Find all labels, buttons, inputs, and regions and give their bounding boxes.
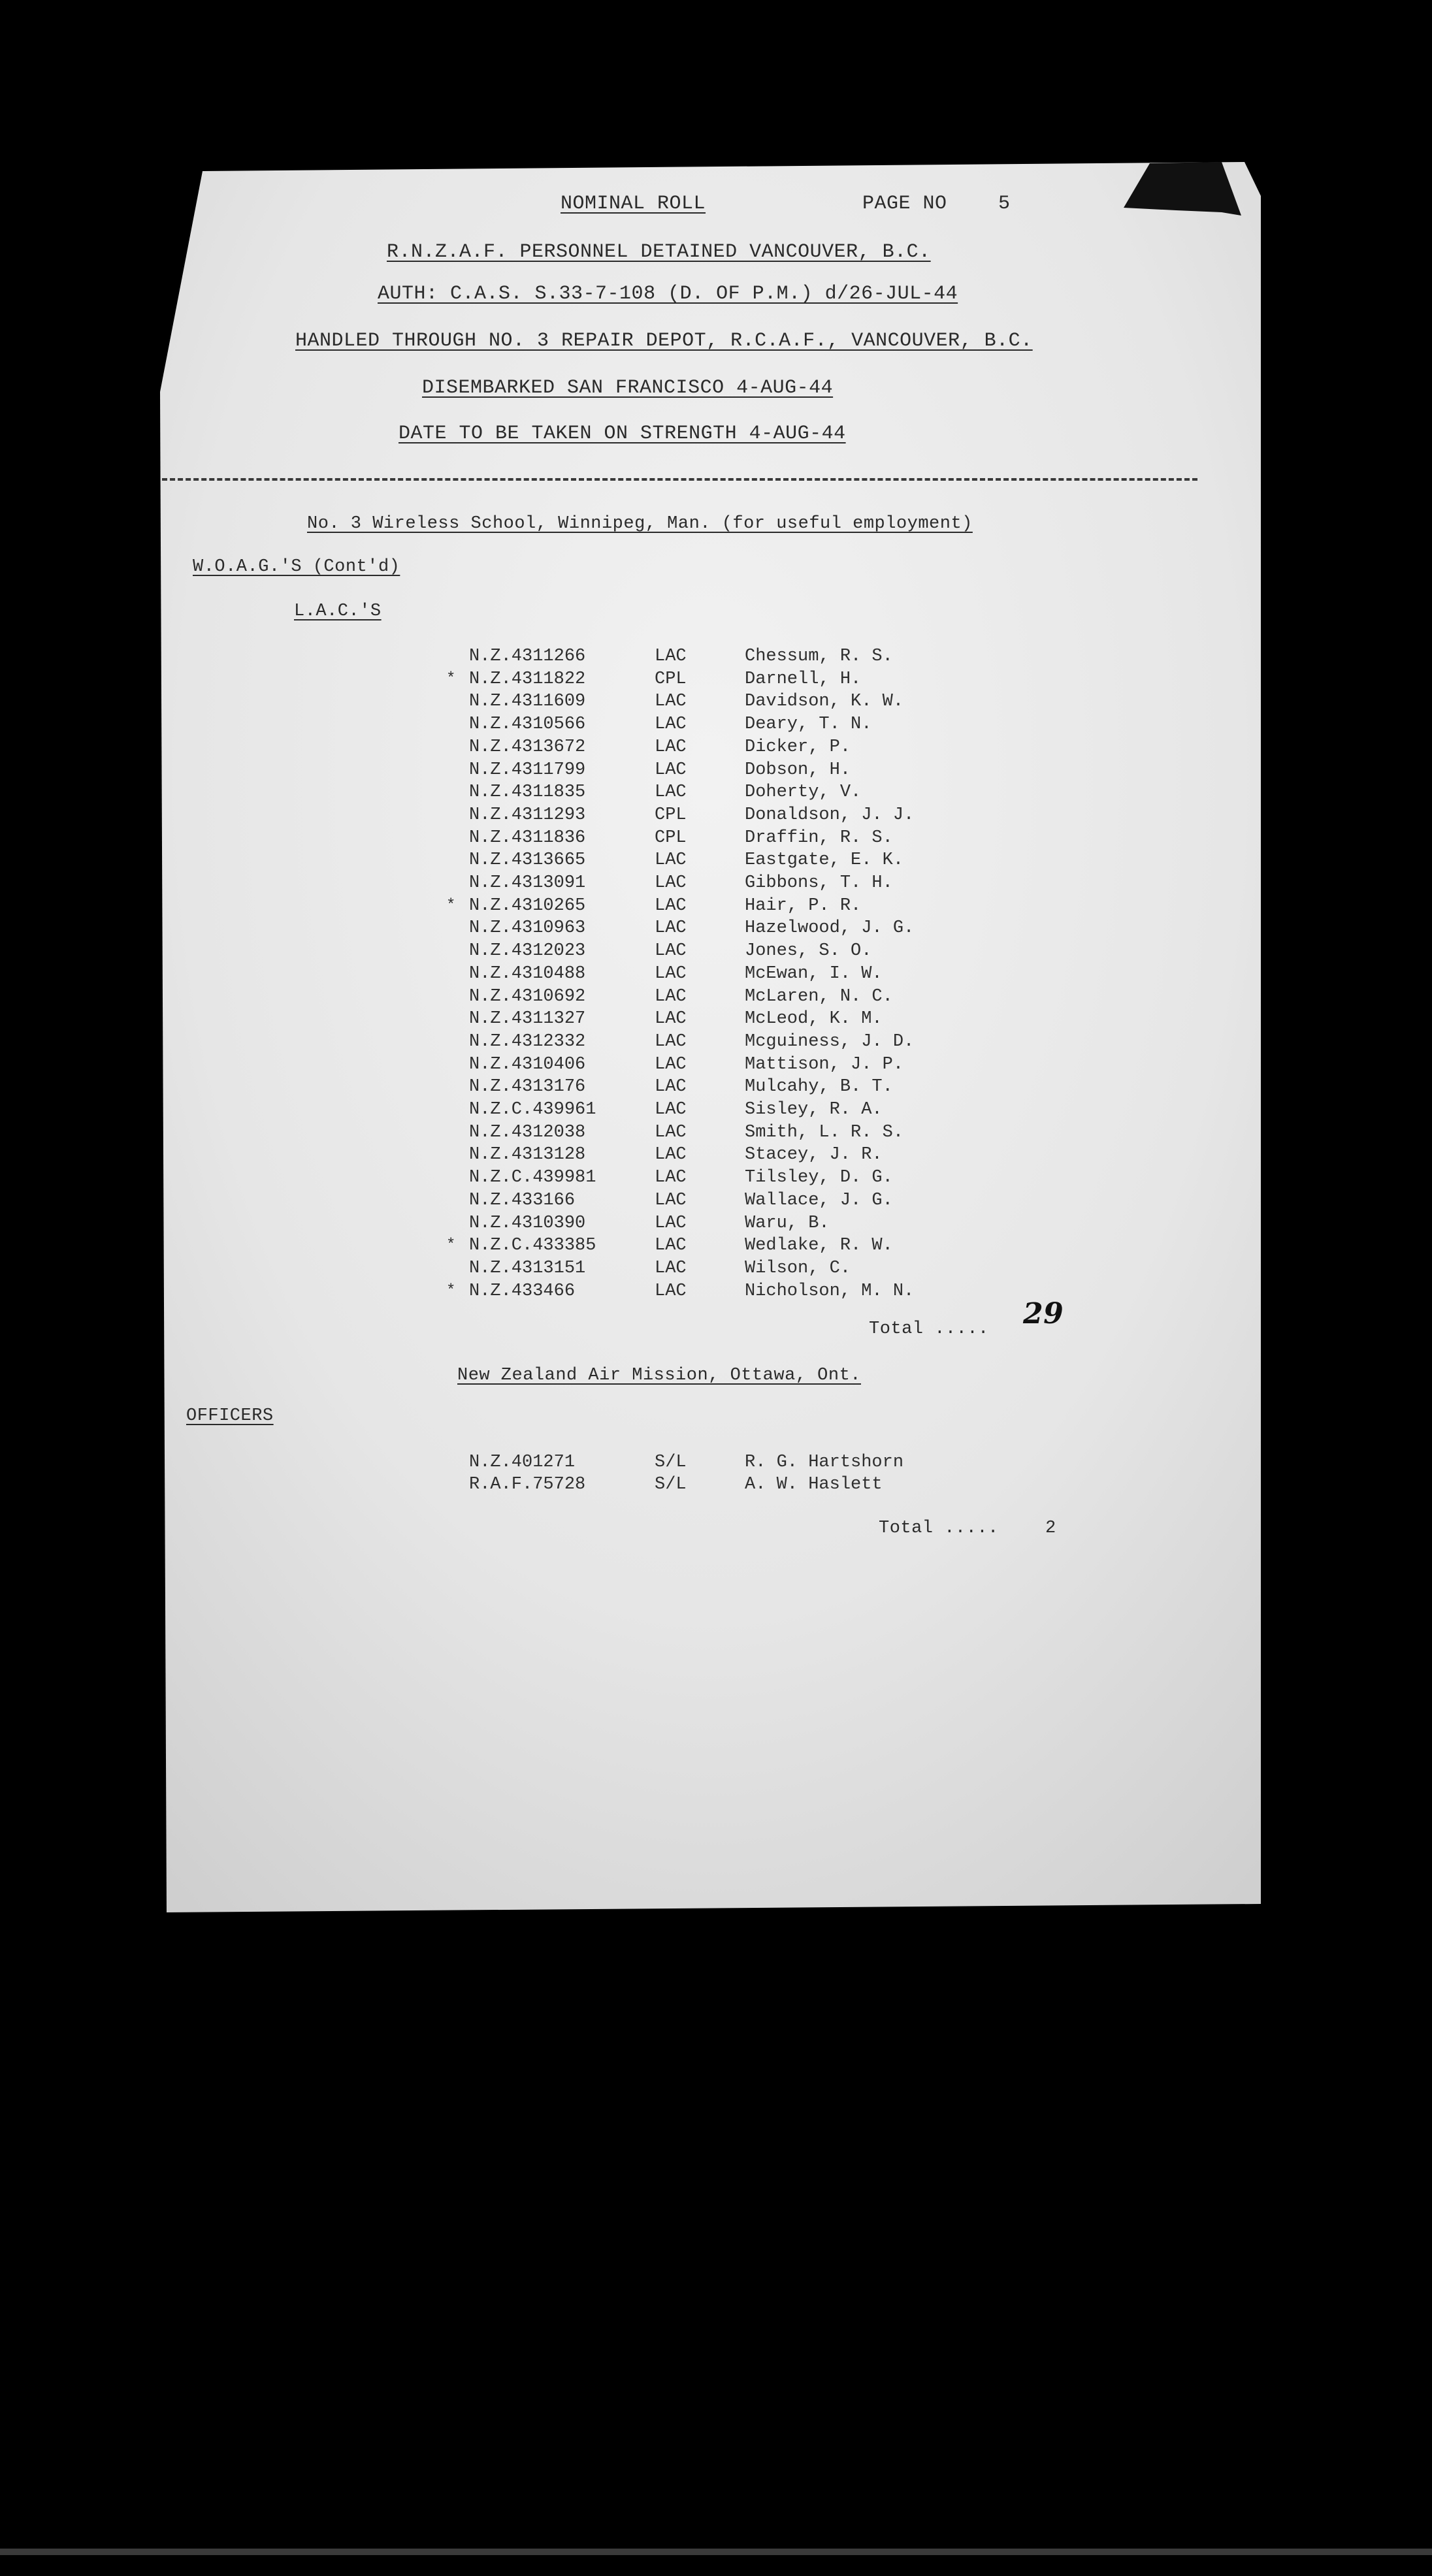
star-mark: * [446, 896, 456, 914]
rank: LAC [655, 1168, 687, 1188]
rank: LAC [655, 1122, 687, 1142]
rank: LAC [655, 1077, 687, 1097]
header-line-5: DATE TO BE TAKEN ON STRENGTH 4-AUG-44 [399, 423, 846, 445]
person-name: McLaren, N. C. [745, 986, 893, 1006]
person-name: Chessum, R. S. [745, 647, 893, 666]
rank: LAC [655, 1009, 687, 1029]
unit-heading-2: New Zealand Air Mission, Ottawa, Ont. [457, 1366, 861, 1385]
rank: S/L [655, 1453, 687, 1472]
service-number: N.Z.4311609 [469, 692, 586, 712]
service-number: N.Z.4311836 [469, 828, 586, 848]
person-name: Donaldson, J. J. [745, 805, 915, 825]
rank: LAC [655, 918, 687, 939]
page-label: PAGE NO [862, 193, 947, 215]
table-row [0, 690, 1432, 713]
table-row [0, 872, 1432, 894]
header-line-2: AUTH: C.A.S. S.33-7-108 (D. OF P.M.) d/26-JUL-44 [378, 283, 958, 305]
table-row [0, 1076, 1432, 1098]
subcategory-heading: L.A.C.'S [294, 602, 382, 621]
service-number: N.Z.4313176 [469, 1077, 586, 1097]
table-row [0, 963, 1432, 985]
service-number: N.Z.4313091 [469, 873, 586, 893]
service-number: N.Z.4310963 [469, 918, 586, 939]
header-line-1: R.N.Z.A.F. PERSONNEL DETAINED VANCOUVER, B.C. [387, 241, 931, 263]
rank: LAC [655, 1100, 687, 1119]
person-name: Wedlake, R. W. [745, 1236, 893, 1256]
table-row [0, 781, 1432, 803]
service-number: N.Z.4312023 [469, 941, 586, 961]
service-number: N.Z.4311835 [469, 782, 586, 803]
person-name: Gibbons, T. H. [745, 873, 893, 893]
service-number: N.Z.4311799 [469, 760, 586, 780]
person-name: Dobson, H. [745, 760, 851, 780]
rank: LAC [655, 647, 687, 666]
table-row [0, 668, 1432, 690]
person-name: Davidson, K. W. [745, 692, 904, 712]
rank: LAC [655, 850, 687, 871]
table-row [0, 940, 1432, 962]
table-row [0, 917, 1432, 939]
service-number: N.Z.4310390 [469, 1213, 586, 1233]
service-number: N.Z.C.439981 [469, 1168, 596, 1188]
person-name: Eastgate, E. K. [745, 850, 904, 871]
person-name: Dicker, P. [745, 737, 851, 757]
rank: LAC [655, 986, 687, 1006]
rank: LAC [655, 737, 687, 757]
table-row [0, 1257, 1432, 1280]
rank: LAC [655, 1145, 687, 1165]
person-name: Smith, L. R. S. [745, 1122, 904, 1142]
person-name: Mcguiness, J. D. [745, 1031, 915, 1052]
header-line-3: HANDLED THROUGH NO. 3 REPAIR DEPOT, R.C.A.F., VANCOUVER, B.C. [295, 330, 1033, 352]
person-name: Tilsley, D. G. [745, 1168, 893, 1188]
rank: S/L [655, 1475, 687, 1494]
star-mark: * [446, 1236, 456, 1255]
table-row [0, 1031, 1432, 1053]
total-value-2: 2 [1045, 1519, 1056, 1538]
service-number: N.Z.4311822 [469, 669, 586, 689]
rank: LAC [655, 873, 687, 893]
handwritten-total: 29 [1023, 1297, 1064, 1330]
person-name: Nicholson, M. N. [745, 1281, 915, 1301]
service-number: N.Z.401271 [469, 1453, 576, 1472]
service-number: N.Z.4313665 [469, 850, 586, 871]
person-name: Draffin, R. S. [745, 828, 893, 848]
rank: LAC [655, 1281, 687, 1301]
person-name: Deary, T. N. [745, 715, 872, 735]
table-row [0, 804, 1432, 826]
person-name: Jones, S. O. [745, 941, 872, 961]
rank: LAC [655, 692, 687, 712]
table-row [0, 1234, 1432, 1257]
star-mark: * [446, 669, 456, 688]
header-line-4: DISEMBARKED SAN FRANCISCO 4-AUG-44 [422, 377, 834, 399]
rank: LAC [655, 1190, 687, 1210]
rank: CPL [655, 669, 687, 689]
table-row [0, 713, 1432, 735]
service-number: N.Z.433166 [469, 1190, 576, 1210]
rank: LAC [655, 941, 687, 961]
rank: LAC [655, 1054, 687, 1074]
rank: LAC [655, 963, 687, 984]
service-number: N.Z.C.439961 [469, 1100, 596, 1119]
rank: LAC [655, 715, 687, 735]
service-number: N.Z.433466 [469, 1281, 576, 1301]
table-row [0, 1099, 1432, 1121]
service-number: N.Z.C.433385 [469, 1236, 596, 1256]
table-row [0, 759, 1432, 781]
table-row [0, 827, 1432, 849]
table-row [0, 736, 1432, 758]
rank: LAC [655, 1236, 687, 1256]
table-row [0, 1121, 1432, 1144]
person-name: Mulcahy, B. T. [745, 1077, 893, 1097]
service-number: N.Z.4313151 [469, 1258, 586, 1278]
star-mark: * [446, 1281, 456, 1300]
rank: CPL [655, 805, 687, 825]
person-name: Wallace, J. G. [745, 1190, 893, 1210]
rank: LAC [655, 895, 687, 916]
service-number: N.Z.4310566 [469, 715, 586, 735]
table-row [0, 849, 1432, 871]
service-number: N.Z.4310488 [469, 963, 586, 984]
service-number: R.A.F.75728 [469, 1475, 586, 1494]
unit-heading: No. 3 Wireless School, Winnipeg, Man. (for useful employment) [307, 514, 973, 534]
page-number: 5 [998, 193, 1011, 215]
service-number: N.Z.4310265 [469, 895, 586, 916]
service-number: N.Z.4312332 [469, 1031, 586, 1052]
table-row [0, 1451, 1432, 1473]
divider [162, 478, 1197, 481]
table-row [0, 1473, 1432, 1496]
total-label: Total ..... [869, 1319, 989, 1339]
person-name: Stacey, J. R. [745, 1145, 883, 1165]
table-row [0, 1212, 1432, 1234]
person-name: McEwan, I. W. [745, 963, 883, 984]
category-heading: W.O.A.G.'S (Cont'd) [193, 557, 400, 577]
person-name: McLeod, K. M. [745, 1009, 883, 1029]
service-number: N.Z.4310406 [469, 1054, 586, 1074]
person-name: R. G. Hartshorn [745, 1453, 904, 1472]
person-name: Doherty, V. [745, 782, 862, 803]
service-number: N.Z.4313672 [469, 737, 586, 757]
service-number: N.Z.4311266 [469, 647, 586, 666]
person-name: Hair, P. R. [745, 895, 862, 916]
person-name: A. W. Haslett [745, 1475, 883, 1494]
person-name: Sisley, R. A. [745, 1100, 883, 1119]
table-row [0, 986, 1432, 1008]
service-number: N.Z.4311293 [469, 805, 586, 825]
table-row [0, 1008, 1432, 1030]
rank: LAC [655, 1031, 687, 1052]
service-number: N.Z.4311327 [469, 1009, 586, 1029]
person-name: Hazelwood, J. G. [745, 918, 915, 939]
person-name: Waru, B. [745, 1213, 830, 1233]
rank: LAC [655, 1213, 687, 1233]
rank: LAC [655, 760, 687, 780]
table-row [0, 1144, 1432, 1166]
table-row [0, 895, 1432, 917]
film-edge [0, 2549, 1432, 2555]
person-name: Wilson, C. [745, 1258, 851, 1278]
table-row [0, 1054, 1432, 1076]
rank: LAC [655, 1258, 687, 1278]
table-row [0, 1167, 1432, 1189]
officers-heading: OFFICERS [186, 1406, 274, 1426]
rank: CPL [655, 828, 687, 848]
total-label-2: Total ..... [879, 1519, 999, 1538]
table-row [0, 1280, 1432, 1302]
person-name: Darnell, H. [745, 669, 862, 689]
service-number: N.Z.4310692 [469, 986, 586, 1006]
service-number: N.Z.4313128 [469, 1145, 586, 1165]
table-row [0, 1189, 1432, 1212]
table-row [0, 645, 1432, 668]
rank: LAC [655, 782, 687, 803]
person-name: Mattison, J. P. [745, 1054, 904, 1074]
roll-title: NOMINAL ROLL [561, 193, 706, 215]
service-number: N.Z.4312038 [469, 1122, 586, 1142]
